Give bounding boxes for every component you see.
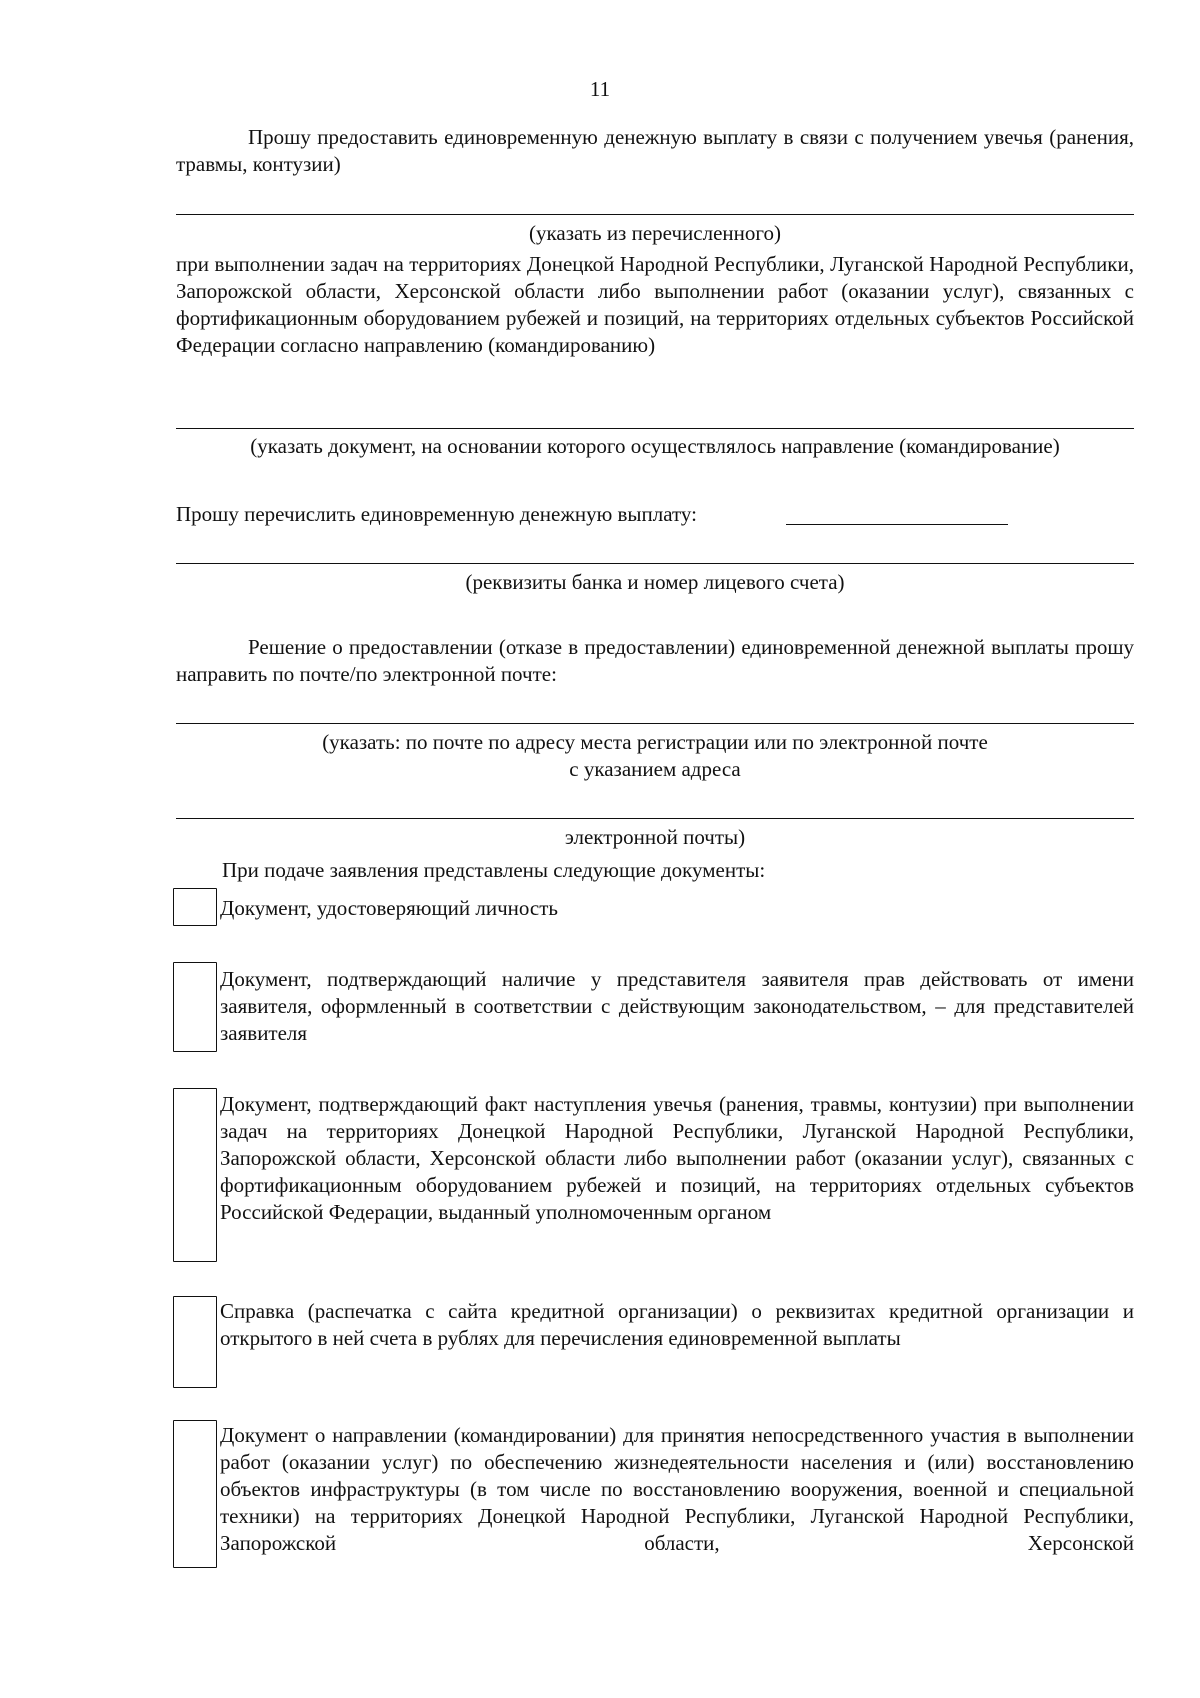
decision-paragraph: Решение о предоставлении (отказе в предоставлении) единовременной денежной выплаты прошу направить по почте/по электронной почте:	[176, 635, 1134, 686]
document-checkbox-identity[interactable]	[173, 888, 217, 926]
document-item-identity: Документ, удостоверяющий личность	[220, 896, 558, 920]
transfer-field[interactable]	[786, 524, 1008, 525]
document-checkbox-representative[interactable]	[173, 962, 217, 1052]
bank-details-field[interactable]	[176, 563, 1134, 564]
delivery-method-field[interactable]	[176, 723, 1134, 724]
basis-document-field[interactable]	[176, 428, 1134, 429]
documents-intro: При подаче заявления представлены следующие документы:	[222, 858, 766, 882]
email-field[interactable]	[176, 818, 1134, 819]
basis-document-caption: (указать документ, на основании которого осуществлялось направление (командирование)	[250, 434, 1060, 458]
email-caption: электронной почты)	[564, 825, 746, 849]
tasks-paragraph: при выполнении задач на территориях Донецкой Народной Республики, Луганской Народной Республики, Запорожской области, Херсонской области либо выполнении работ (оказании услуг), связанных с фортификационным оборудованием рубежей и позиций, на территориях отдельных субъектов Российской Федерации согласно направлению (командированию)	[176, 252, 1134, 357]
document-checkbox-assignment[interactable]	[173, 1420, 217, 1568]
delivery-caption-line2: с указанием адреса	[569, 757, 741, 781]
document-item-injury-proof: Документ, подтверждающий факт наступления увечья (ранения, травмы, контузии) при выполнении задач на территориях Донецкой Народной Республики, Луганской Народной Республики, Запорожской области, Херсонской области либо выполнении работ (оказании услуг), связанных с фортификационным оборудованием рубежей и позиций, на территориях отдельных субъектов Российской Федерации, выданный уполномоченным органом	[220, 1092, 1134, 1224]
injury-type-caption: (указать из перечисленного)	[529, 221, 781, 245]
document-checkbox-injury-proof[interactable]	[173, 1088, 217, 1262]
document-item-representative: Документ, подтверждающий наличие у представителя заявителя прав действовать от имени заявителя, оформленный в соответствии с действующим законодательством, – для представителей заявителя	[220, 967, 1134, 1045]
request-paragraph: Прошу предоставить единовременную денежную выплату в связи с получением увечья (ранения, травмы, контузии)	[176, 125, 1134, 176]
bank-details-caption: (реквизиты банка и номер лицевого счета)	[465, 570, 845, 594]
transfer-label: Прошу перечислить единовременную денежную выплату:	[176, 502, 697, 526]
page-number: 11	[589, 77, 611, 101]
delivery-caption-line1: (указать: по почте по адресу места регистрации или по электронной почте	[322, 730, 988, 754]
injury-type-field[interactable]	[176, 214, 1134, 215]
document-checkbox-bank-statement[interactable]	[173, 1296, 217, 1388]
document-item-bank-statement: Справка (распечатка с сайта кредитной организации) о реквизитах кредитной организации и открытого в ней счета в рублях для перечисления единовременной выплаты	[220, 1299, 1134, 1350]
document-item-assignment: Документ о направлении (командировании) для принятия непосредственного участия в выполнении работ (оказании услуг) по обеспечению жизнедеятельности населения и (или) восстановлению объектов инфраструктуры (в том числе по восстановлению вооружения, военной и специальной техники) на территориях Донецкой Народной Республики, Луганской Народной Республики, Запорожской области, Херсонской	[220, 1423, 1134, 1555]
